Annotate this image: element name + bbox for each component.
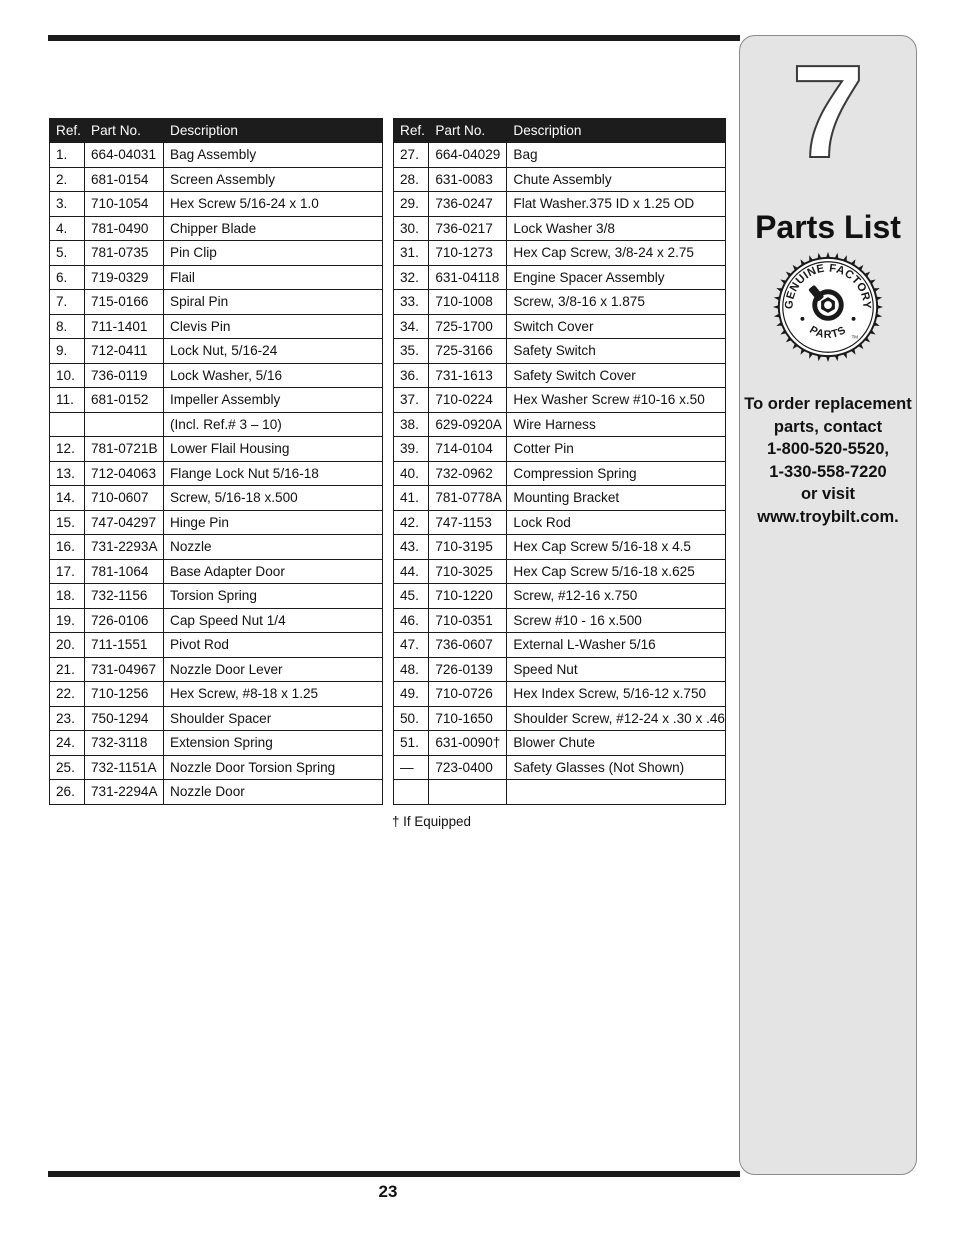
table-row xyxy=(50,314,383,339)
cell-part-no: 712-04063 xyxy=(85,461,164,486)
cell-description: Screw, #12-16 x.750 xyxy=(507,584,726,609)
table-row xyxy=(50,633,383,658)
cell-description: Chute Assembly xyxy=(507,167,726,192)
cell-description: Impeller Assembly xyxy=(164,388,383,413)
cell-part-no: 731-1613 xyxy=(429,363,507,388)
parts-table-left xyxy=(49,118,383,805)
header-part-no: Part No. xyxy=(85,119,164,143)
table-row xyxy=(394,363,726,388)
cell-ref: 11. xyxy=(50,388,85,413)
cell-part-no: 710-0224 xyxy=(429,388,507,413)
table-row xyxy=(50,682,383,707)
header-part-no: Part No. xyxy=(429,119,507,143)
table-row xyxy=(50,780,383,805)
table-row xyxy=(50,608,383,633)
cell-ref: 1. xyxy=(50,143,85,168)
seal-text-bottom: PARTS xyxy=(807,323,849,341)
cell-part-no: 719-0329 xyxy=(85,265,164,290)
cell-ref: 47. xyxy=(394,633,429,658)
cell-description: Hex Cap Screw 5/16-18 x 4.5 xyxy=(507,535,726,560)
cell-description: Screw, 5/16-18 x.500 xyxy=(164,486,383,511)
table-row xyxy=(394,682,726,707)
cell-ref: — xyxy=(394,755,429,780)
cell-description: Hex Cap Screw, 3/8-24 x 2.75 xyxy=(507,241,726,266)
cell-description: Shoulder Spacer xyxy=(164,706,383,731)
cell-part-no: 781-1064 xyxy=(85,559,164,584)
cell-description: Torsion Spring xyxy=(164,584,383,609)
cell-part-no xyxy=(429,780,507,805)
table-row xyxy=(394,559,726,584)
table-row xyxy=(394,167,726,192)
table-row xyxy=(394,706,726,731)
cell-description: Shoulder Screw, #12-24 x .30 x .46 xyxy=(507,706,726,731)
cell-description: Base Adapter Door xyxy=(164,559,383,584)
table-row xyxy=(50,388,383,413)
cell-ref: 31. xyxy=(394,241,429,266)
table-row xyxy=(394,437,726,462)
cell-part-no: 631-0090† xyxy=(429,731,507,756)
cell-ref: 49. xyxy=(394,682,429,707)
table-row xyxy=(50,241,383,266)
table-row xyxy=(394,290,726,315)
contact-line: or visit xyxy=(800,485,856,503)
table-row xyxy=(50,192,383,217)
cell-description: Switch Cover xyxy=(507,314,726,339)
table-header-row xyxy=(394,119,726,143)
cell-description: Pivot Rod xyxy=(164,633,383,658)
top-rule xyxy=(48,35,740,41)
cell-ref: 18. xyxy=(50,584,85,609)
cell-ref: 19. xyxy=(50,608,85,633)
footnote: † If Equipped xyxy=(392,814,471,829)
table-row xyxy=(50,143,383,168)
table-row xyxy=(394,143,726,168)
cell-description: Flail xyxy=(164,265,383,290)
cell-ref: 2. xyxy=(50,167,85,192)
contact-line: To order replacement xyxy=(744,395,912,413)
table-row xyxy=(394,216,726,241)
table-row xyxy=(394,584,726,609)
table-row xyxy=(50,339,383,364)
table-row xyxy=(394,535,726,560)
cell-ref: 37. xyxy=(394,388,429,413)
table-row xyxy=(394,265,726,290)
cell-description: Safety Switch xyxy=(507,339,726,364)
table-row xyxy=(394,657,726,682)
cell-part-no: 750-1294 xyxy=(85,706,164,731)
cell-ref: 42. xyxy=(394,510,429,535)
cell-part-no: 747-1153 xyxy=(429,510,507,535)
cell-ref: 10. xyxy=(50,363,85,388)
table-row xyxy=(394,388,726,413)
cell-ref: 39. xyxy=(394,437,429,462)
cell-description: Pin Clip xyxy=(164,241,383,266)
cell-part-no: 629-0920A xyxy=(429,412,507,437)
cell-part-no: 712-0411 xyxy=(85,339,164,364)
cell-part-no: 631-04118 xyxy=(429,265,507,290)
cell-part-no: 731-2294A xyxy=(85,780,164,805)
seal-trademark: TM xyxy=(851,334,858,340)
cell-description: Bag Assembly xyxy=(164,143,383,168)
cell-ref: 43. xyxy=(394,535,429,560)
cell-description: Engine Spacer Assembly xyxy=(507,265,726,290)
genuine-factory-parts-seal-icon xyxy=(769,248,887,366)
cell-description: External L-Washer 5/16 xyxy=(507,633,726,658)
table-row xyxy=(394,633,726,658)
cell-ref: 21. xyxy=(50,657,85,682)
cell-description: Flat Washer.375 ID x 1.25 OD xyxy=(507,192,726,217)
cell-ref: 17. xyxy=(50,559,85,584)
cell-description: Lock Nut, 5/16-24 xyxy=(164,339,383,364)
cell-part-no: 725-1700 xyxy=(429,314,507,339)
cell-part-no: 681-0152 xyxy=(85,388,164,413)
cell-description: Lock Washer 3/8 xyxy=(507,216,726,241)
cell-ref: 5. xyxy=(50,241,85,266)
table-row xyxy=(50,510,383,535)
cell-part-no: 710-0607 xyxy=(85,486,164,511)
table-row xyxy=(394,608,726,633)
cell-part-no: 710-0351 xyxy=(429,608,507,633)
cell-description: Extension Spring xyxy=(164,731,383,756)
cell-part-no: 710-1650 xyxy=(429,706,507,731)
cell-description: Nozzle Door Lever xyxy=(164,657,383,682)
page-number: 23 xyxy=(378,1182,398,1201)
cell-ref: 15. xyxy=(50,510,85,535)
cell-description: Nozzle Door xyxy=(164,780,383,805)
cell-part-no xyxy=(85,412,164,437)
cell-description: Bag xyxy=(507,143,726,168)
cell-part-no: 725-3166 xyxy=(429,339,507,364)
cell-part-no: 714-0104 xyxy=(429,437,507,462)
cell-ref: 44. xyxy=(394,559,429,584)
table-row xyxy=(50,657,383,682)
cell-ref: 36. xyxy=(394,363,429,388)
cell-part-no: 731-04967 xyxy=(85,657,164,682)
chapter-number: 7 xyxy=(791,38,865,185)
cell-ref xyxy=(50,412,85,437)
cell-part-no: 736-0247 xyxy=(429,192,507,217)
table-row xyxy=(394,731,726,756)
table-row xyxy=(50,290,383,315)
cell-description: Hex Screw 5/16-24 x 1.0 xyxy=(164,192,383,217)
cell-part-no: 781-0721B xyxy=(85,437,164,462)
table-row xyxy=(50,461,383,486)
cell-part-no: 781-0490 xyxy=(85,216,164,241)
cell-ref: 23. xyxy=(50,706,85,731)
table-row xyxy=(50,559,383,584)
table-row xyxy=(50,706,383,731)
table-row xyxy=(50,167,383,192)
cell-ref: 8. xyxy=(50,314,85,339)
cell-ref: 4. xyxy=(50,216,85,241)
cell-ref: 16. xyxy=(50,535,85,560)
cell-part-no: 631-0083 xyxy=(429,167,507,192)
cell-ref xyxy=(394,780,429,805)
cell-description: Safety Switch Cover xyxy=(507,363,726,388)
cell-description: Lock Rod xyxy=(507,510,726,535)
cell-description: Clevis Pin xyxy=(164,314,383,339)
cell-ref: 22. xyxy=(50,682,85,707)
cell-description: Lower Flail Housing xyxy=(164,437,383,462)
cell-part-no: 747-04297 xyxy=(85,510,164,535)
cell-ref: 14. xyxy=(50,486,85,511)
table-row xyxy=(394,412,726,437)
cell-part-no: 711-1551 xyxy=(85,633,164,658)
cell-ref: 40. xyxy=(394,461,429,486)
chapter-sidebar xyxy=(739,35,917,1175)
cell-ref: 33. xyxy=(394,290,429,315)
cell-part-no: 710-1220 xyxy=(429,584,507,609)
cell-part-no: 710-0726 xyxy=(429,682,507,707)
table-row xyxy=(50,437,383,462)
table-header-row xyxy=(50,119,383,143)
cell-ref: 24. xyxy=(50,731,85,756)
cell-part-no: 732-0962 xyxy=(429,461,507,486)
cell-part-no: 664-04031 xyxy=(85,143,164,168)
table-row xyxy=(50,755,383,780)
cell-ref: 46. xyxy=(394,608,429,633)
header-description: Description xyxy=(164,119,383,143)
cell-part-no: 781-0735 xyxy=(85,241,164,266)
table-row xyxy=(50,216,383,241)
cell-part-no: 710-1273 xyxy=(429,241,507,266)
bottom-rule xyxy=(48,1171,740,1177)
table-row xyxy=(50,535,383,560)
cell-description: Screen Assembly xyxy=(164,167,383,192)
cell-part-no: 781-0778A xyxy=(429,486,507,511)
cell-ref: 9. xyxy=(50,339,85,364)
cell-ref: 3. xyxy=(50,192,85,217)
parts-table-right xyxy=(393,118,726,805)
cell-ref: 45. xyxy=(394,584,429,609)
cell-ref: 35. xyxy=(394,339,429,364)
cell-part-no: 723-0400 xyxy=(429,755,507,780)
cell-ref: 30. xyxy=(394,216,429,241)
table-row xyxy=(394,510,726,535)
cell-description xyxy=(507,780,726,805)
cell-part-no: 732-1156 xyxy=(85,584,164,609)
table-row xyxy=(394,192,726,217)
header-ref: Ref. xyxy=(50,119,85,143)
cell-description: Chipper Blade xyxy=(164,216,383,241)
cell-part-no: 710-1008 xyxy=(429,290,507,315)
contact-info xyxy=(740,393,916,528)
cell-ref: 32. xyxy=(394,265,429,290)
contact-line: parts, contact xyxy=(773,417,883,436)
cell-description: Blower Chute xyxy=(507,731,726,756)
cell-ref: 28. xyxy=(394,167,429,192)
cell-part-no: 710-3025 xyxy=(429,559,507,584)
cell-part-no: 736-0217 xyxy=(429,216,507,241)
cell-description: Lock Washer, 5/16 xyxy=(164,363,383,388)
cell-ref: 26. xyxy=(50,780,85,805)
cell-ref: 12. xyxy=(50,437,85,462)
cell-description: Spiral Pin xyxy=(164,290,383,315)
cell-part-no: 710-1054 xyxy=(85,192,164,217)
table-row xyxy=(50,265,383,290)
table-row xyxy=(394,780,726,805)
cell-ref: 51. xyxy=(394,731,429,756)
cell-description: Compression Spring xyxy=(507,461,726,486)
header-ref: Ref. xyxy=(394,119,429,143)
cell-description: Safety Glasses (Not Shown) xyxy=(507,755,726,780)
table-row xyxy=(50,731,383,756)
cell-part-no: 736-0607 xyxy=(429,633,507,658)
cell-ref: 27. xyxy=(394,143,429,168)
cell-ref: 41. xyxy=(394,486,429,511)
cell-ref: 13. xyxy=(50,461,85,486)
section-title: Parts List xyxy=(755,209,901,245)
cell-ref: 20. xyxy=(50,633,85,658)
cell-description: Speed Nut xyxy=(507,657,726,682)
cell-part-no: 732-3118 xyxy=(85,731,164,756)
cell-part-no: 715-0166 xyxy=(85,290,164,315)
cell-ref: 50. xyxy=(394,706,429,731)
cell-description: Hinge Pin xyxy=(164,510,383,535)
cell-part-no: 681-0154 xyxy=(85,167,164,192)
cell-part-no: 726-0139 xyxy=(429,657,507,682)
cell-description: Wire Harness xyxy=(507,412,726,437)
cell-part-no: 710-1256 xyxy=(85,682,164,707)
table-row xyxy=(394,241,726,266)
cell-part-no: 736-0119 xyxy=(85,363,164,388)
table-row xyxy=(50,584,383,609)
cell-ref: 38. xyxy=(394,412,429,437)
cell-ref: 6. xyxy=(50,265,85,290)
cell-description: Screw, 3/8-16 x 1.875 xyxy=(507,290,726,315)
cell-part-no: 731-2293A xyxy=(85,535,164,560)
cell-description: Cap Speed Nut 1/4 xyxy=(164,608,383,633)
table-row xyxy=(50,486,383,511)
cell-description: Hex Washer Screw #10-16 x.50 xyxy=(507,388,726,413)
cell-part-no: 726-0106 xyxy=(85,608,164,633)
cell-ref: 7. xyxy=(50,290,85,315)
table-row xyxy=(394,486,726,511)
contact-phone: 1-800-520-5520, xyxy=(766,440,889,458)
table-row xyxy=(50,412,383,437)
cell-part-no: 711-1401 xyxy=(85,314,164,339)
cell-description: Hex Index Screw, 5/16-12 x.750 xyxy=(507,682,726,707)
cell-description: Nozzle xyxy=(164,535,383,560)
cell-description: Cotter Pin xyxy=(507,437,726,462)
contact-phone: 1-330-558-7220 xyxy=(769,462,887,481)
cell-ref: 25. xyxy=(50,755,85,780)
seal-text-top: GENUINE FACTORY xyxy=(783,262,873,310)
table-row xyxy=(50,363,383,388)
cell-description: (Incl. Ref.# 3 – 10) xyxy=(164,412,383,437)
cell-description: Screw #10 - 16 x.500 xyxy=(507,608,726,633)
cell-ref: 48. xyxy=(394,657,429,682)
table-row xyxy=(394,755,726,780)
table-row xyxy=(394,461,726,486)
cell-ref: 34. xyxy=(394,314,429,339)
cell-description: Flange Lock Nut 5/16-18 xyxy=(164,461,383,486)
cell-part-no: 664-04029 xyxy=(429,143,507,168)
cell-description: Nozzle Door Torsion Spring xyxy=(164,755,383,780)
table-row xyxy=(394,314,726,339)
cell-part-no: 732-1151A xyxy=(85,755,164,780)
cell-description: Mounting Bracket xyxy=(507,486,726,511)
contact-website-link[interactable]: www.troybilt.com. xyxy=(757,507,899,526)
cell-description: Hex Cap Screw 5/16-18 x.625 xyxy=(507,559,726,584)
cell-part-no: 710-3195 xyxy=(429,535,507,560)
cell-ref: 29. xyxy=(394,192,429,217)
header-description: Description xyxy=(507,119,726,143)
table-row xyxy=(394,339,726,364)
cell-description: Hex Screw, #8-18 x 1.25 xyxy=(164,682,383,707)
